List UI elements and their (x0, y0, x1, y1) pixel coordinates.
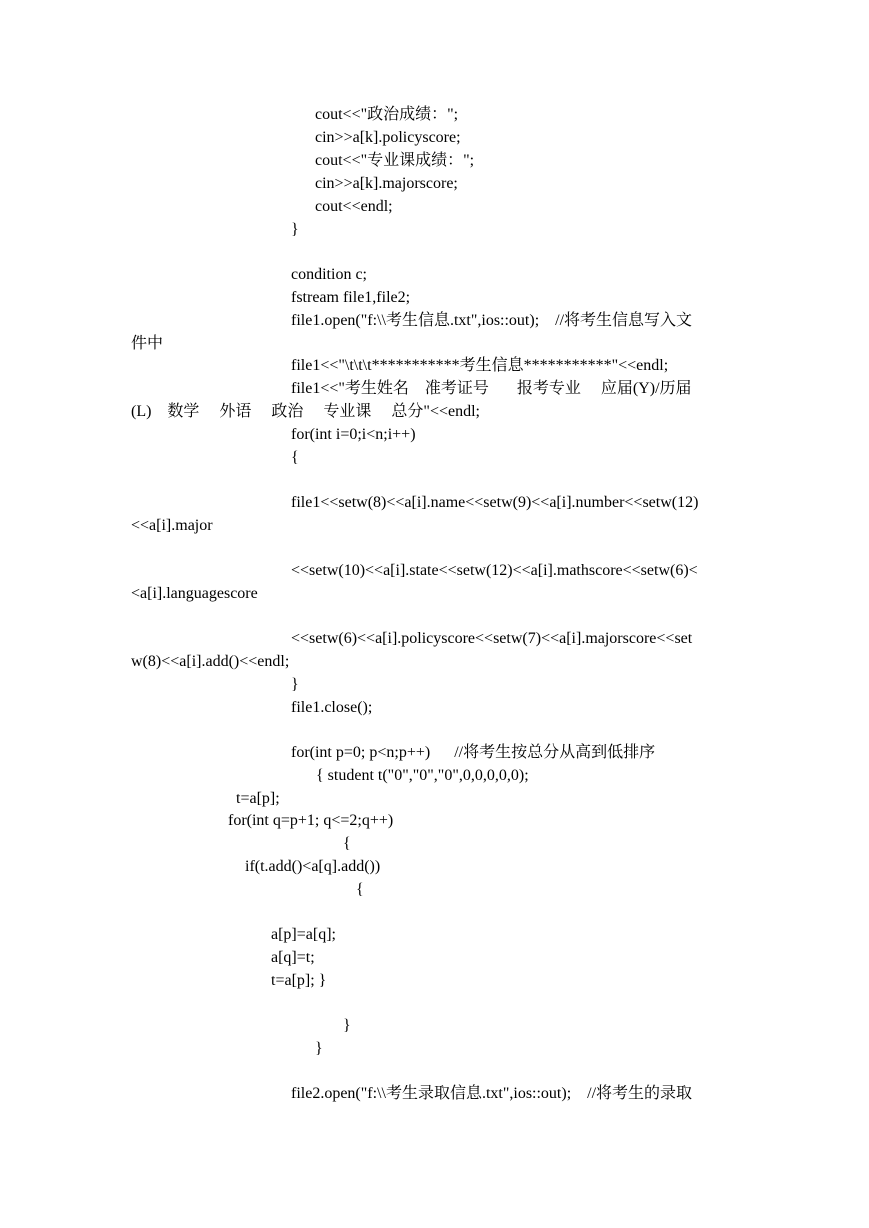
code-line: file1.open("f:\\考生信息.txt",ios::out); //将考生信息写入文 (291, 312, 693, 329)
code-line: a[q]=t; (271, 949, 315, 966)
code-line: for(int i=0;i<n;i++) (291, 426, 416, 443)
code-line: cout<<"政治成绩："; (315, 106, 459, 123)
code-line: cin>>a[k].policyscore; (315, 129, 461, 146)
code-line: (L) 数学 外语 政治 专业课 总分"<<endl; (131, 403, 481, 420)
code-line: { student t("0","0","0",0,0,0,0,0); (316, 767, 529, 784)
code-line: file1.close(); (291, 699, 373, 716)
code-line: for(int q=p+1; q<=2;q++) (228, 812, 394, 829)
code-line: file1<<"考生姓名 准考证号 报考专业 应届(Y)/历届 (291, 380, 692, 397)
code-line: file2.open("f:\\考生录取信息.txt",ios::out); //将考生的录取 (291, 1085, 693, 1102)
code-line: cin>>a[k].majorscore; (315, 175, 458, 192)
code-line: file1<<"\t\t\t***********考生信息***********"<<endl; (291, 357, 669, 374)
code-line: { (356, 881, 364, 898)
code-line: { (343, 835, 351, 852)
code-line: <<setw(10)<<a[i].state<<setw(12)<<a[i].mathscore<<setw(6)< (291, 562, 698, 579)
code-line: } (291, 221, 299, 238)
code-line: cout<<endl; (315, 198, 393, 215)
code-line: w(8)<<a[i].add()<<endl; (131, 653, 290, 670)
code-line: } (343, 1017, 351, 1034)
code-line: if(t.add()<a[q].add()) (245, 858, 381, 875)
code-line: condition c; (291, 266, 367, 283)
code-line: } (315, 1040, 323, 1057)
code-line: } (291, 676, 299, 693)
code-line: <<setw(6)<<a[i].policyscore<<setw(7)<<a[i].majorscore<<set (291, 630, 693, 647)
code-line: { (291, 449, 299, 466)
code-line: file1<<setw(8)<<a[i].name<<setw(9)<<a[i].number<<setw(12) (291, 494, 699, 511)
code-line: 件中 (131, 335, 164, 352)
code-line: for(int p=0; p<n;p++) //将考生按总分从高到低排序 (291, 744, 656, 761)
code-line: t=a[p]; } (271, 972, 327, 989)
code-line: a[p]=a[q]; (271, 926, 336, 943)
code-line: t=a[p]; (236, 790, 280, 807)
code-line: <<a[i].major (131, 517, 213, 534)
code-line: <a[i].languagescore (131, 585, 258, 602)
code-line: fstream file1,file2; (291, 289, 411, 306)
code-line: cout<<"专业课成绩："; (315, 152, 475, 169)
